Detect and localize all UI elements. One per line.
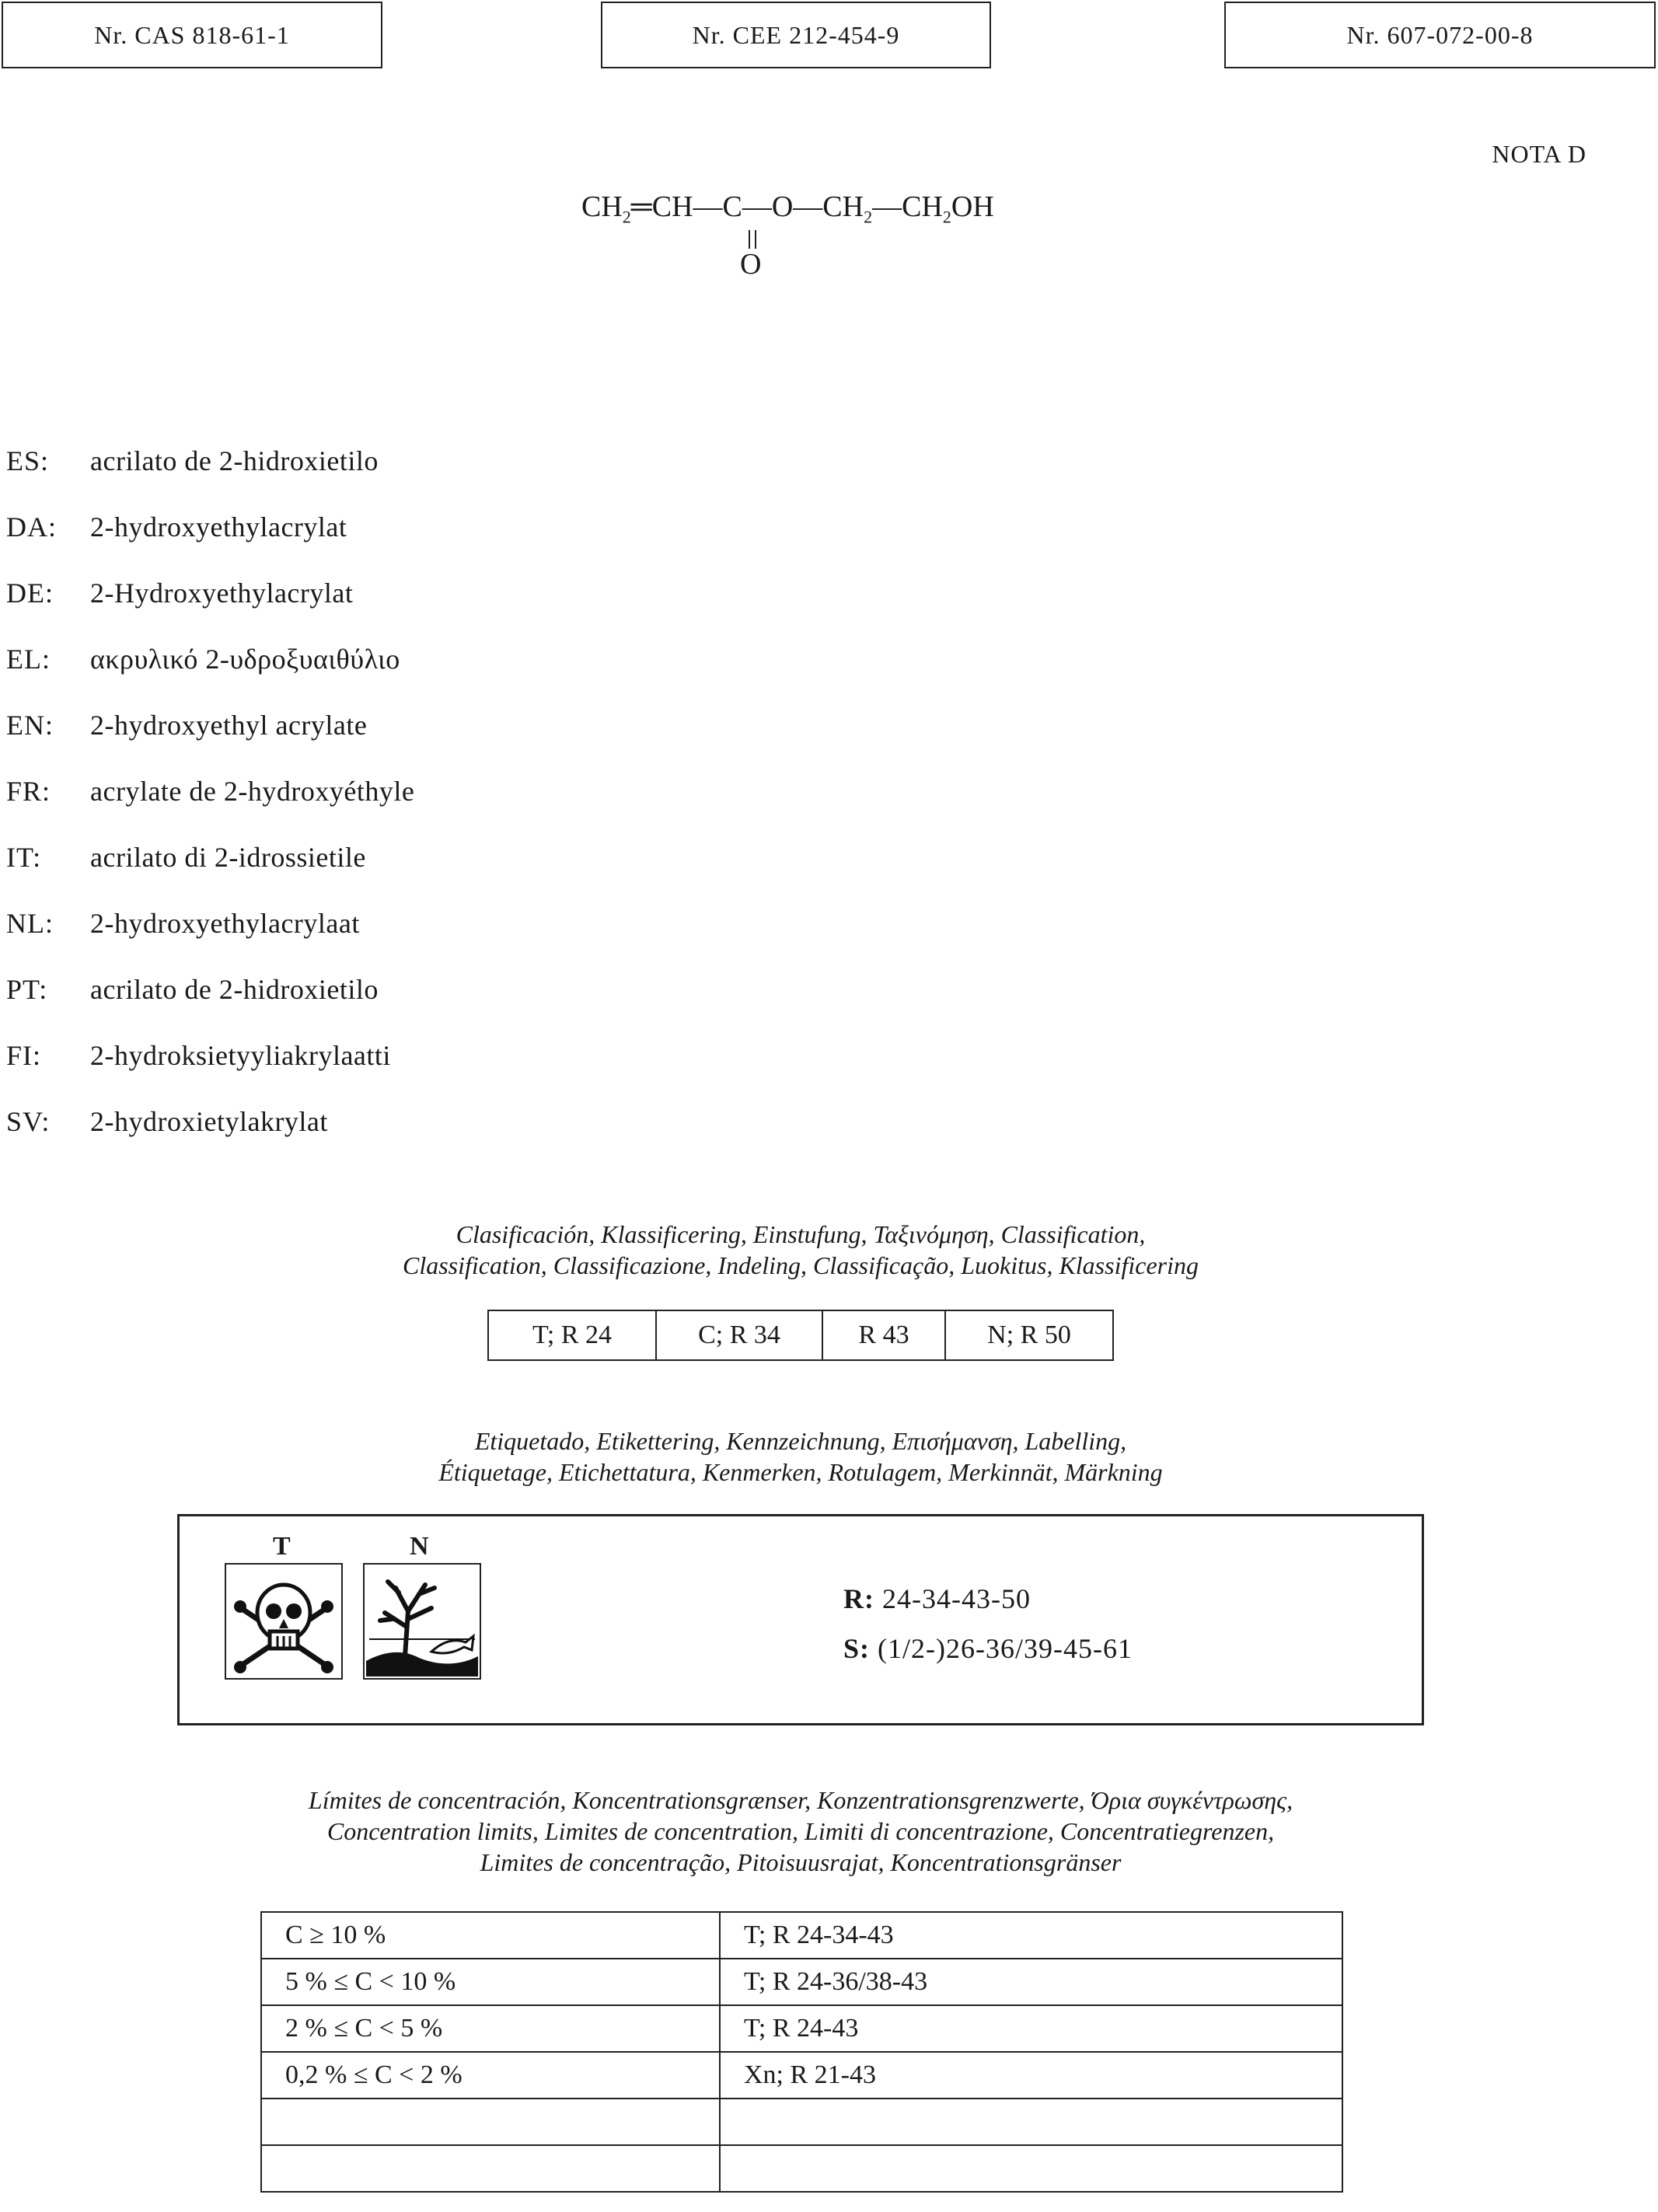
table-row (261, 2099, 1342, 2145)
concentration-range: 5 % ≤ C < 10 % (261, 1959, 720, 2005)
name-row (6, 907, 414, 973)
name-row (6, 841, 414, 907)
name-row (6, 1039, 414, 1105)
language-code: DA: (6, 511, 57, 543)
chemical-name: acrilato de 2-hidroxietilo (90, 974, 379, 1005)
classification-heading (311, 1219, 1290, 1281)
carbonyl-oxygen: O (740, 248, 762, 281)
table-row (488, 1310, 1113, 1360)
language-code: FI: (6, 1040, 42, 1071)
concentration-class: T; R 24-36/38-43 (720, 1959, 1342, 2005)
formula-subscript: 2 (864, 207, 873, 227)
classification-table (487, 1310, 1114, 1361)
labelling-box (177, 1514, 1424, 1725)
concentration-class: Xn; R 21-43 (720, 2052, 1342, 2099)
name-row (6, 577, 414, 643)
language-code: SV: (6, 1106, 51, 1137)
chemical-name: 2-hydroxyethylacrylat (90, 511, 347, 543)
symbol-t-letter: T (273, 1532, 291, 1561)
concentration-range: 0,2 % ≤ C < 2 % (261, 2052, 720, 2099)
chemical-name: ακρυλικό 2-υδροξυαιθύλιο (90, 644, 400, 675)
name-row (6, 1105, 414, 1171)
name-row (6, 709, 414, 775)
nota-label: NOTA D (1492, 140, 1586, 168)
r-phrase-line (843, 1574, 1133, 1624)
language-code: EL: (6, 644, 51, 675)
r-phrase-label: R: (843, 1583, 874, 1614)
chemical-name: 2-Hydroxyethylacrylat (90, 577, 354, 609)
symbol-n-letter: N (410, 1532, 429, 1561)
language-code: FR: (6, 776, 51, 807)
table-row (261, 2052, 1342, 2099)
concentration-range: C ≥ 10 % (261, 1912, 720, 1959)
name-row (6, 643, 414, 709)
name-row (6, 511, 414, 577)
table-row (261, 1959, 1342, 2005)
formula-part: CH (581, 190, 623, 223)
concentration-range: 2 % ≤ C < 5 % (261, 2005, 720, 2052)
risk-safety-phrases (843, 1574, 1133, 1673)
name-row (6, 445, 414, 511)
table-row (261, 2145, 1342, 2192)
chemical-name: 2-hydroksietyyliakrylaatti (90, 1040, 391, 1071)
concentration-heading (140, 1785, 1461, 1878)
names-list (6, 445, 414, 1171)
r-phrase-value: 24-34-43-50 (882, 1583, 1031, 1614)
classification-cell: R 43 (822, 1310, 945, 1360)
formula-subscript: 2 (622, 207, 631, 227)
chemical-name: acrilato de 2-hidroxietilo (90, 445, 379, 476)
concentration-class: T; R 24-34-43 (720, 1912, 1342, 1959)
heading-line: Concentration limits, Limites de concentration, Limiti di concentrazione, Concentratiegrenzen, (326, 1817, 1275, 1845)
formula-part: OH (951, 190, 994, 223)
formula-subscript: 2 (942, 207, 951, 227)
formula-part: —CH (872, 190, 943, 223)
language-code: IT: (6, 842, 42, 873)
chemical-name: 2-hydroxyethylacrylaat (90, 908, 360, 939)
heading-line: Etiquetado, Etikettering, Kennzeichnung, Επισήμανση, Labelling, (474, 1427, 1127, 1455)
language-code: DE: (6, 577, 54, 609)
chemical-name: acrilato di 2-idrossietile (90, 842, 366, 873)
cee-number-box (601, 2, 991, 68)
cas-number: Nr. CAS 818-61-1 (94, 20, 290, 49)
classification-cell: C; R 34 (656, 1310, 822, 1360)
s-phrase-label: S: (843, 1633, 871, 1664)
cee-number: Nr. CEE 212-454-9 (692, 20, 900, 49)
skull-crossbones-icon (225, 1563, 343, 1680)
heading-line: Étiquetage, Etichettatura, Kenmerken, Rotulagem, Merkinnät, Märkning (438, 1458, 1163, 1486)
table-row (261, 1912, 1342, 1959)
concentration-range (261, 2099, 720, 2145)
concentration-range (261, 2145, 720, 2192)
table-row (261, 2005, 1342, 2052)
heading-line: Limites de concentração, Pitoisuusrajat, Koncentrationsgränser (480, 1848, 1122, 1876)
heading-line: Límites de concentración, Koncentrationsgrænser, Konzentrationsgrenzwerte, Όρια συγκέντρωσης, (308, 1786, 1293, 1814)
language-code: ES: (6, 445, 50, 476)
concentration-table (260, 1911, 1343, 2193)
name-row (6, 973, 414, 1039)
heading-line: Clasificación, Klassificering, Einstufung, Ταξινόμηση, Classification, (456, 1220, 1146, 1248)
name-row (6, 775, 414, 841)
dead-tree-fish-icon (363, 1563, 481, 1680)
chemical-name: acrylate de 2-hydroxyéthyle (90, 776, 415, 807)
labelling-heading (311, 1425, 1290, 1488)
concentration-class: T; R 24-43 (720, 2005, 1342, 2052)
language-code: NL: (6, 908, 54, 939)
index-number: Nr. 607-072-00-8 (1346, 20, 1534, 49)
language-code: PT: (6, 974, 48, 1005)
s-phrase-value: (1/2-)26-36/39-45-61 (878, 1633, 1133, 1664)
classification-cell: N; R 50 (945, 1310, 1113, 1360)
concentration-class (720, 2099, 1342, 2145)
structural-formula (581, 190, 994, 228)
concentration-class (720, 2145, 1342, 2192)
language-code: EN: (6, 710, 54, 741)
chemical-name: 2-hydroxyethyl acrylate (90, 710, 368, 741)
chemical-name: 2-hydroxietylakrylat (90, 1106, 328, 1137)
classification-cell: T; R 24 (488, 1310, 656, 1360)
heading-line: Classification, Classificazione, Indeling, Classificação, Luokitus, Klassificering (402, 1251, 1199, 1279)
cas-number-box (2, 2, 382, 68)
index-number-box (1224, 2, 1656, 68)
double-bond-mark (749, 230, 756, 249)
formula-part: ═CH—C—O—CH (630, 190, 864, 223)
s-phrase-line (843, 1624, 1133, 1673)
